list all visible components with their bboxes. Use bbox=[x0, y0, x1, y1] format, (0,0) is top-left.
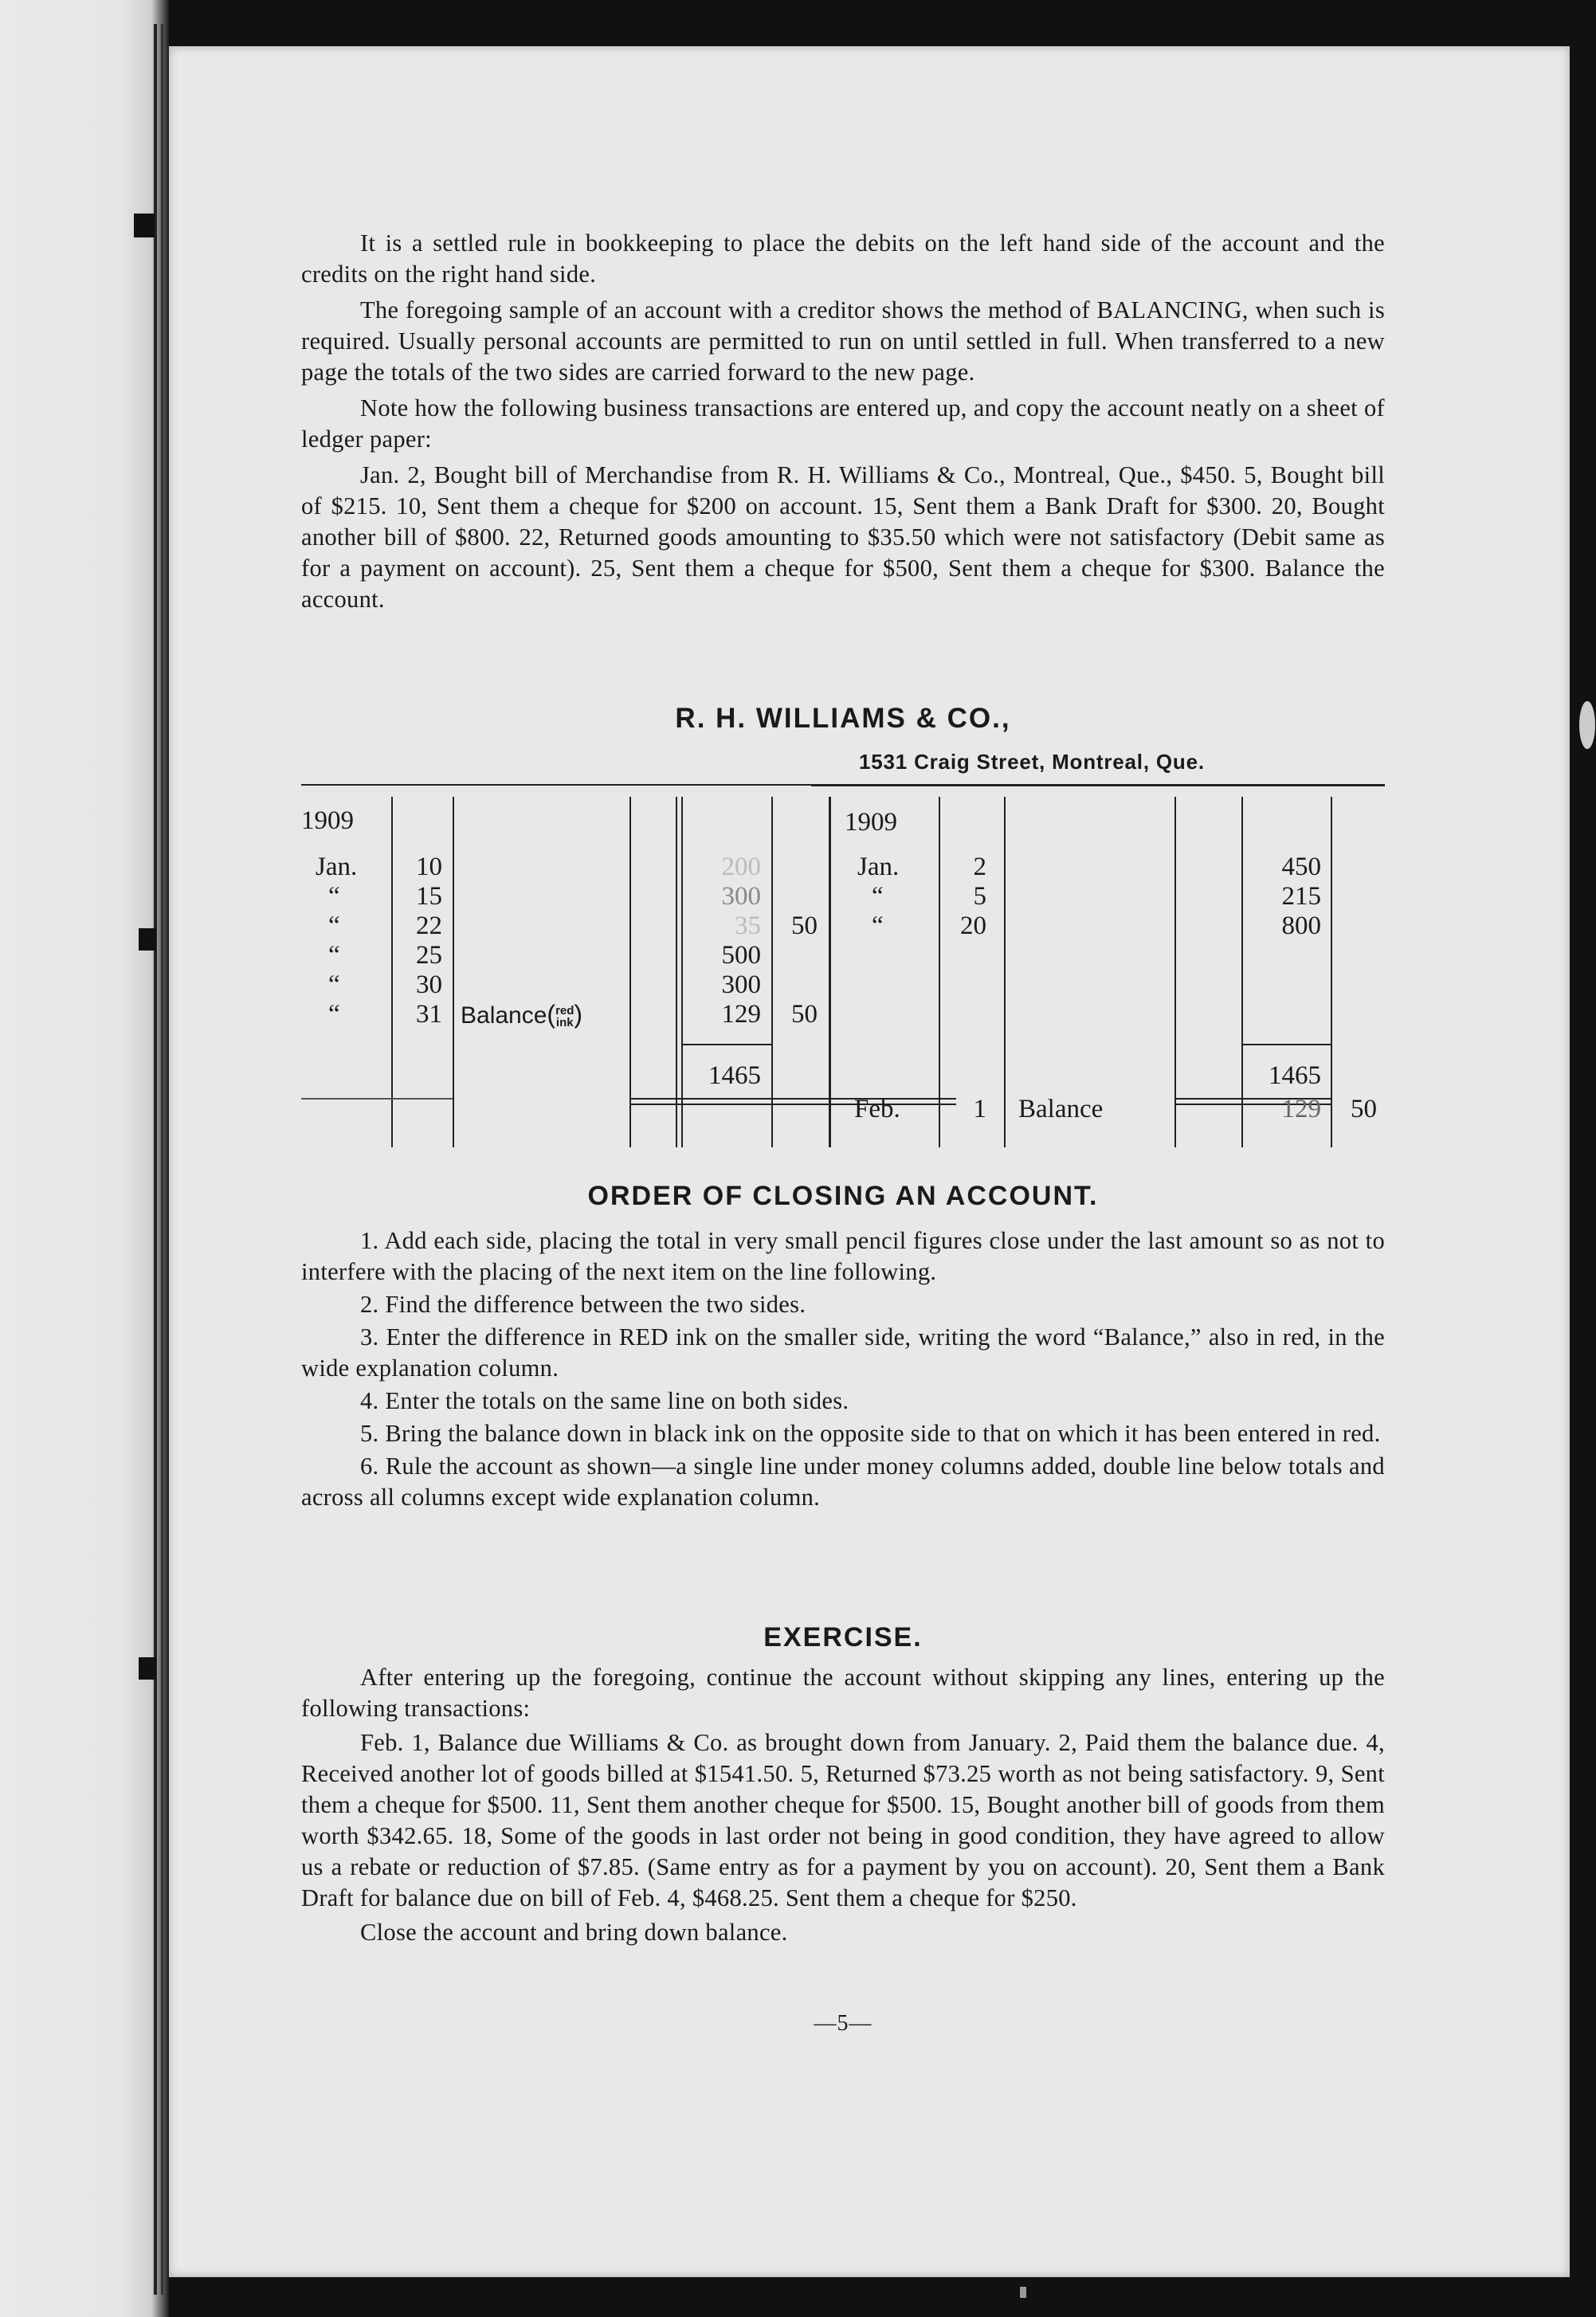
totals-double-rule-d bbox=[629, 1104, 956, 1105]
debit-day: 30 bbox=[416, 970, 442, 999]
ledger-account bbox=[301, 784, 1386, 1158]
binding-mark bbox=[134, 214, 155, 237]
carry-dollars: 129 bbox=[1281, 1095, 1321, 1123]
debit-balance-desc: Balance bbox=[461, 1002, 547, 1029]
debit-dollars-col-line bbox=[676, 797, 677, 1147]
exercise-paragraph-3: Close the account and bring down balance. bbox=[360, 1919, 788, 1946]
totals-double-rule-b bbox=[629, 1098, 956, 1100]
debit-cents-col-line bbox=[771, 797, 773, 1147]
debit-year: 1909 bbox=[301, 806, 354, 835]
credit-desc-col-line bbox=[1004, 797, 1006, 1147]
ledger-title: R. H. WILLIAMS & CO., bbox=[675, 703, 1011, 734]
debit-month: “ bbox=[328, 912, 340, 940]
intro-section bbox=[301, 228, 1385, 615]
open-paren: ( bbox=[547, 1000, 556, 1029]
order-step-3: 3. Enter the difference in RED ink on the smaller side, writing the word “Balance,” also in red, in the wide explanation column. bbox=[301, 1323, 1385, 1382]
credit-dollars: 800 bbox=[1281, 912, 1321, 940]
debit-month: “ bbox=[328, 882, 340, 911]
debit-cents: 50 bbox=[791, 1000, 818, 1029]
debit-month: “ bbox=[328, 941, 340, 970]
binding-edge-inner bbox=[161, 24, 163, 2295]
page-edge-speck bbox=[1579, 701, 1595, 749]
debit-cents: 50 bbox=[791, 912, 818, 940]
debit-month: “ bbox=[328, 1000, 340, 1029]
credit-total: 1465 bbox=[1269, 1061, 1321, 1090]
exercise-paragraph-1: After entering up the foregoing, continue the account without skipping any lines, entering up the following transactions: bbox=[301, 1664, 1385, 1722]
credit-month: “ bbox=[872, 912, 884, 940]
credit-year: 1909 bbox=[845, 808, 897, 837]
intro-paragraph-2: The foregoing sample of an account with a creditor shows the method of BALANCING, when such is required. Usually personal accounts are permitted to run on until settled in full. When transferred to a new page the totals of the two sides are carried forward to the new page. bbox=[301, 296, 1385, 386]
binding-edge bbox=[154, 24, 157, 2295]
binding-mark bbox=[139, 928, 156, 951]
debit-day: 22 bbox=[416, 912, 442, 940]
bottom-speck bbox=[1020, 2287, 1026, 2298]
debit-dollars: 129 bbox=[721, 1000, 761, 1029]
debit-day: 31 bbox=[416, 1000, 442, 1029]
debit-month: Jan. bbox=[316, 853, 358, 881]
credit-sum-rule bbox=[1241, 1044, 1331, 1045]
debit-day: 25 bbox=[416, 941, 442, 970]
order-heading: ORDER OF CLOSING AN ACCOUNT. bbox=[587, 1181, 1099, 1211]
debit-dollars: 35 bbox=[735, 912, 761, 940]
debit-day: 15 bbox=[416, 882, 442, 911]
totals-double-rule-a bbox=[301, 1098, 453, 1100]
debit-month: “ bbox=[328, 970, 340, 999]
order-step-5: 5. Bring the balance down in black ink on the opposite side to that on which it has been entered in red. bbox=[360, 1420, 1381, 1447]
page-number: —5— bbox=[814, 2011, 873, 2036]
red-ink-note-line1: red bbox=[555, 1004, 574, 1018]
ledger-top-rule-left bbox=[301, 784, 843, 786]
balance-label-red-ink bbox=[461, 1000, 582, 1029]
credit-dollars: 450 bbox=[1281, 853, 1321, 881]
order-step-4: 4. Enter the totals on the same line on both sides. bbox=[360, 1387, 849, 1414]
debit-dollars: 300 bbox=[721, 970, 761, 999]
debit-dollars: 300 bbox=[721, 882, 761, 911]
debit-dollars: 500 bbox=[721, 941, 761, 970]
binding-mark bbox=[139, 1657, 156, 1680]
exercise-heading: EXERCISE. bbox=[763, 1622, 923, 1652]
carry-month: Feb. bbox=[854, 1095, 900, 1123]
debit-day: 10 bbox=[416, 853, 442, 881]
exercise-section bbox=[301, 1662, 1385, 1948]
close-paren: ) bbox=[574, 1000, 583, 1029]
carry-day: 1 bbox=[973, 1095, 986, 1123]
carry-desc: Balance bbox=[1018, 1095, 1104, 1123]
credit-month: Jan. bbox=[857, 853, 900, 881]
center-divider-line bbox=[829, 797, 831, 1147]
intro-paragraph-4: Jan. 2, Bought bill of Merchandise from R. H. Williams & Co., Montreal, Que., $450. 5, Bought bill of $215. 10, Sent them a cheque for $200 on account. 15, Sent them a Bank Draft for $300. 20, Bought another bill of $800. 22, Returned goods amounting to $35.50 which were not satisfactory (Debit same as for a payment on account). 25, Sent them a cheque for $500, Sent them a cheque for $300. Balance the account. bbox=[301, 461, 1385, 613]
ledger-top-rule-right bbox=[811, 784, 1385, 786]
ledger-address: 1531 Craig Street, Montreal, Que. bbox=[859, 750, 1205, 774]
credit-folio-col-line bbox=[1174, 797, 1176, 1147]
credit-dollars: 215 bbox=[1281, 882, 1321, 911]
red-ink-note-line2: ink bbox=[555, 1016, 574, 1030]
debit-dollars: 200 bbox=[721, 853, 761, 881]
credit-day: 20 bbox=[960, 912, 986, 940]
debit-total: 1465 bbox=[708, 1061, 761, 1090]
intro-paragraph-3: Note how the following business transactions are entered up, and copy the account neatly on a sheet of ledger paper: bbox=[301, 394, 1385, 453]
debit-folio-col-line bbox=[629, 797, 631, 1147]
order-steps bbox=[301, 1225, 1385, 1513]
order-step-1: 1. Add each side, placing the total in very small pencil figures close under the last amount so as not to interfere with the placing of the next item on the line following. bbox=[301, 1227, 1385, 1285]
exercise-paragraph-2: Feb. 1, Balance due Williams & Co. as brought down from January. 2, Paid them the balance due. 4, Received another lot of goods billed at $1541.50. 5, Returned $73.25 worth as not being satisfactory. 9, Sent them a cheque for $500. 11, Sent them another cheque for $500. 15, Bought another bill of goods from them worth $342.65. 18, Some of the goods in last order not being in good condition, they have agreed to allow us a rebate or reduction of $7.85. (Same entry as for a payment by you on account). 20, Sent them a Bank Draft for balance due on bill of Feb. 4, $468.25. Sent them a cheque for $250. bbox=[301, 1729, 1385, 1911]
order-step-6: 6. Rule the account as shown—a single line under money columns added, double line below totals and across all columns except wide explanation column. bbox=[301, 1453, 1385, 1511]
credit-day: 2 bbox=[973, 853, 986, 881]
carry-cents: 50 bbox=[1351, 1095, 1377, 1123]
intro-paragraph-1: It is a settled rule in bookkeeping to place the debits on the left hand side of the account and the credits on the right hand side. bbox=[301, 229, 1385, 288]
left-margin bbox=[0, 0, 169, 2317]
debit-desc-col-line bbox=[453, 797, 454, 1147]
red-ink-note bbox=[555, 1005, 574, 1029]
order-step-2: 2. Find the difference between the two sides. bbox=[360, 1291, 806, 1318]
credit-month: “ bbox=[872, 882, 884, 911]
debit-sum-rule bbox=[681, 1044, 773, 1045]
credit-day: 5 bbox=[973, 882, 986, 911]
